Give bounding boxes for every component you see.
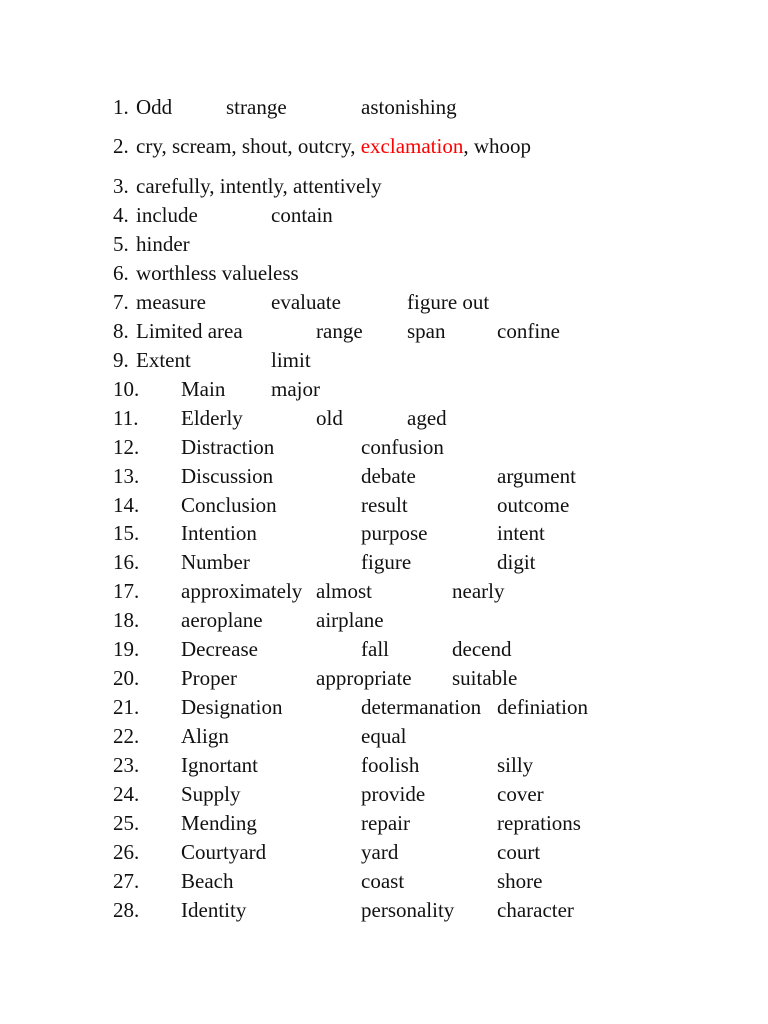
item-word: nearly: [452, 579, 505, 603]
item-word: major: [271, 377, 320, 401]
item-word: Courtyard: [181, 840, 267, 864]
item-word: silly: [497, 753, 534, 777]
item-word: digit: [497, 550, 536, 574]
list-item: [0, 132, 768, 161]
item-word: contain: [271, 203, 333, 227]
list-item: [0, 230, 768, 259]
item-number: 11.: [113, 406, 139, 430]
list-item: [0, 259, 768, 288]
list-item: [0, 635, 768, 664]
item-number: 25.: [113, 811, 140, 835]
item-word: Decrease: [181, 637, 258, 661]
list-item: [0, 780, 768, 809]
item-word: figure out: [407, 290, 490, 314]
item-word: definiation: [497, 695, 588, 719]
item-word: Limited area: [136, 319, 243, 343]
item-word: personality: [361, 898, 455, 922]
item-text: , whoop: [463, 134, 532, 158]
item-word: strange: [226, 95, 287, 119]
item-word: Elderly: [181, 406, 243, 430]
item-number: 22.: [113, 724, 140, 748]
item-number: 1.: [113, 95, 129, 119]
item-number: 10.: [113, 377, 140, 401]
list-item: [0, 288, 768, 317]
list-item: [0, 346, 768, 375]
item-word: aeroplane: [181, 608, 263, 632]
item-word: Supply: [181, 782, 241, 806]
list-item: [0, 404, 768, 433]
list-item: [0, 606, 768, 635]
item-word: Odd: [136, 95, 173, 119]
item-number: 21.: [113, 695, 140, 719]
item-word: Align: [181, 724, 229, 748]
item-word: Designation: [181, 695, 283, 719]
item-word: Discussion: [181, 464, 274, 488]
item-number: 5.: [113, 232, 129, 256]
item-text: cry, scream, shout, outcry,: [136, 134, 361, 158]
item-word: Distraction: [181, 435, 275, 459]
list-item: [0, 577, 768, 606]
item-number: 28.: [113, 898, 140, 922]
item-word: carefully, intently, attentively: [136, 174, 382, 198]
item-number: 8.: [113, 319, 129, 343]
item-word: Identity: [181, 898, 247, 922]
list-item: [0, 751, 768, 780]
list-item: [0, 317, 768, 346]
item-word: foolish: [361, 753, 420, 777]
item-word: argument: [497, 464, 576, 488]
item-number: 20.: [113, 666, 140, 690]
item-word: Mending: [181, 811, 257, 835]
list-item: [0, 867, 768, 896]
item-word: limit: [271, 348, 311, 372]
item-word: Ignortant: [181, 753, 258, 777]
item-word: almost: [316, 579, 372, 603]
list-item: [0, 809, 768, 838]
item-word: old: [316, 406, 343, 430]
item-word: confusion: [361, 435, 444, 459]
item-word: outcome: [497, 493, 570, 517]
item-word: Conclusion: [181, 493, 277, 517]
item-number: 19.: [113, 637, 140, 661]
list-item: [0, 838, 768, 867]
item-number: 2.: [113, 134, 129, 158]
item-word: yard: [361, 840, 399, 864]
item-words: [136, 132, 531, 161]
item-word: equal: [361, 724, 407, 748]
item-number: 7.: [113, 290, 129, 314]
item-word: approximately: [181, 579, 303, 603]
item-number: 15.: [113, 521, 140, 545]
item-word: range: [316, 319, 363, 343]
item-word: hinder: [136, 232, 190, 256]
item-word: suitable: [452, 666, 518, 690]
item-number: 12.: [113, 435, 140, 459]
list-item: [0, 519, 768, 548]
item-number: 9.: [113, 348, 129, 372]
item-word: shore: [497, 869, 543, 893]
item-word: appropriate: [316, 666, 412, 690]
item-word: court: [497, 840, 541, 864]
list-item: [0, 93, 768, 122]
item-number: 14.: [113, 493, 140, 517]
item-word: airplane: [316, 608, 384, 632]
item-word: Proper: [181, 666, 237, 690]
item-number: 3.: [113, 174, 129, 198]
item-word: result: [361, 493, 408, 517]
item-number: 18.: [113, 608, 140, 632]
item-word: repair: [361, 811, 410, 835]
list-item: [0, 375, 768, 404]
item-number: 27.: [113, 869, 140, 893]
item-word: decend: [452, 637, 512, 661]
list-item: [0, 491, 768, 520]
item-word: provide: [361, 782, 426, 806]
item-word: astonishing: [361, 95, 457, 119]
item-number: 4.: [113, 203, 129, 227]
item-word: confine: [497, 319, 560, 343]
item-word: Number: [181, 550, 250, 574]
item-word: fall: [361, 637, 389, 661]
item-word: include: [136, 203, 198, 227]
item-word: span: [407, 319, 446, 343]
item-number: 26.: [113, 840, 140, 864]
item-word: Extent: [136, 348, 191, 372]
item-word: character: [497, 898, 574, 922]
item-word: purpose: [361, 521, 428, 545]
list-item: [0, 722, 768, 751]
highlighted-word: exclamation: [360, 134, 464, 158]
item-word: Main: [181, 377, 226, 401]
item-word: coast: [361, 869, 405, 893]
item-word: measure: [136, 290, 206, 314]
item-number: 13.: [113, 464, 140, 488]
item-number: 24.: [113, 782, 140, 806]
item-word: worthless valueless: [136, 261, 299, 285]
list-item: [0, 548, 768, 577]
item-word: reprations: [497, 811, 581, 835]
list-item: [0, 462, 768, 491]
list-item: [0, 896, 768, 925]
item-number: 17.: [113, 579, 140, 603]
list-item: [0, 693, 768, 722]
item-word: aged: [407, 406, 447, 430]
item-word: figure: [361, 550, 412, 574]
item-word: Beach: [181, 869, 234, 893]
list-item: [0, 433, 768, 462]
list-item: [0, 664, 768, 693]
item-word: debate: [361, 464, 416, 488]
item-word: intent: [497, 521, 545, 545]
item-word: Intention: [181, 521, 257, 545]
list-item: [0, 172, 768, 201]
item-word: determanation: [361, 695, 482, 719]
item-number: 23.: [113, 753, 140, 777]
list-item: [0, 201, 768, 230]
item-word: evaluate: [271, 290, 341, 314]
item-word: cover: [497, 782, 544, 806]
item-number: 16.: [113, 550, 140, 574]
item-number: 6.: [113, 261, 129, 285]
